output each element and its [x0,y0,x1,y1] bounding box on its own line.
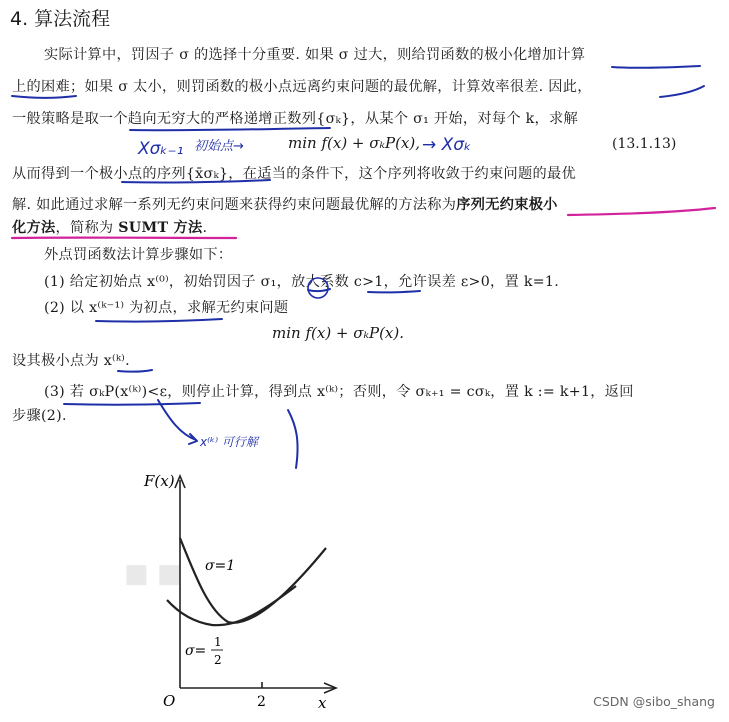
bleed-through-decoration: ■ ■ [124,559,182,589]
sumt-abbr: SUMT 方法 [118,220,203,236]
curve1-label: σ=1 [205,558,236,574]
figure-xlabel: x [318,694,327,712]
circle-c-gt-1 [308,278,328,298]
paragraph1-line3: 一般策略是取一个趋向无穷大的严格递增正数列{σₖ}，从某个 σ₁ 开始，对每个 k，求解 [12,111,578,127]
curve-sigma-1 [180,538,326,623]
figure-origin: O [163,692,176,710]
note1-mid: 初始点→ [194,139,244,154]
underline-c-gt-1 [368,291,420,292]
note1-right: → Xσₖ [422,135,472,155]
curve2-denominator: 2 [214,653,222,667]
curve-sigma-half [167,586,296,625]
sumt-period: . [202,220,208,236]
step-2: (2) 以 x⁽ᵏ⁻¹⁾ 为初点，求解无约束问题 [44,300,289,316]
sumt-term-part2: 化方法 [12,220,56,236]
sumt-term-part1: 序列无约束极小 [456,197,558,213]
underline-qu-yige [130,128,330,130]
arrow-to-note2 [158,400,197,444]
step-3-line1: (3) 若 σₖP(x⁽ᵏ⁾)<ε，则停止计算，得到点 x⁽ᵏ⁾；否则，令 σₖ₊₁ = cσₖ，置 k := k+1，返回 [44,384,634,400]
underline-shang-de-kunnan [12,96,76,98]
underline-tail-line2 [660,86,704,97]
paragraph1-line1: 实际计算中，罚因子 σ 的选择十分重要. 如果 σ 过大，则给罚函数的极小化增加计算 [44,47,586,63]
equation-13-1-13: min f(x) + σₖP(x), [288,134,421,152]
paragraph1-line2: 上的困难；如果 σ 太小，则罚函数的极小点远离约束问题的最优解，计算效率很差. 因此， [12,79,592,95]
equation-step2: min f(x) + σₖP(x). [272,324,405,342]
curve2-label-prefix: σ= [185,643,207,659]
underline-initial-point [96,319,222,322]
underline-sumt-part1 [568,208,715,215]
step-1: (1) 给定初始点 x⁽⁰⁾，初始罚因子 σ₁，放大系数 c>1，允许误差 ε>0，置 k=1. [44,274,560,290]
note2: x⁽ᵏ⁾ 可行解 [200,435,258,449]
section-heading: 4. 算法流程 [10,8,111,30]
curve2-numerator: 1 [214,635,222,649]
step-3-line2: 步骤(2). [12,408,67,424]
step-2-after: 设其极小点为 x⁽ᵏ⁾. [12,353,130,369]
equation-number: (13.1.13) [612,136,677,152]
underline-xk [118,370,152,372]
brace-note2 [288,410,298,468]
figure-ylabel: F(x) [144,472,175,490]
note1-left: Xσₖ₋₁ [138,139,184,159]
csdn-watermark: CSDN @sibo_shang [593,694,715,709]
paragraph2-line1: 从而得到一个极小点的序列{x̄σₖ}，在适当的条件下，这个序列将收敛于约束问题的最优 [12,166,576,182]
underline-hua-zengjia [612,66,700,68]
paragraph2-line2-text: 解. 如此通过求解一系列无约束问题来获得约束问题最优解的方法称为 [12,197,457,213]
steps-intro: 外点罚函数法计算步骤如下： [44,247,233,263]
underline-xulie [122,180,270,183]
underline-sigma1 [308,289,330,291]
sumt-abbr-intro: ，简称为 [55,220,119,236]
underline-step3 [64,403,200,405]
figure-xtick-label: 2 [257,694,266,710]
